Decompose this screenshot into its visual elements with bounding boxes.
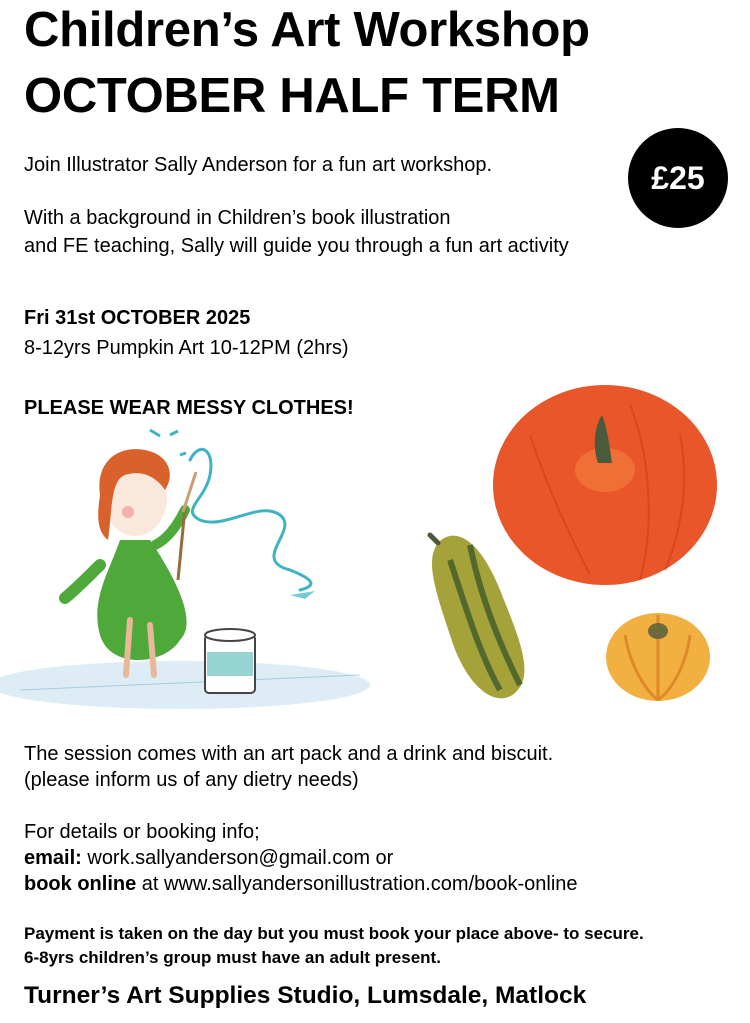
payment-line-2: 6-8yrs children’s group must have an adult present. xyxy=(24,948,441,967)
intro-line-2: With a background in Children’s book illustration xyxy=(24,207,451,229)
girl-painting-illustration xyxy=(0,420,400,720)
email-line xyxy=(24,846,393,870)
event-session: 8-12yrs Pumpkin Art 10-12PM (2hrs) xyxy=(24,337,349,359)
book-online-label: book online xyxy=(24,873,137,895)
book-online-line xyxy=(24,872,578,896)
venue: Turner’s Art Supplies Studio, Lumsdale, Matlock xyxy=(24,982,587,1009)
price-badge xyxy=(628,128,728,228)
book-online-url[interactable]: at www.sallyandersonillustration.com/book-online xyxy=(136,873,578,895)
email-label: email: xyxy=(24,847,82,869)
payment-line-1: Payment is taken on the day but you must book your place above- to secure. xyxy=(24,924,644,943)
event-date: Fri 31st OCTOBER 2025 xyxy=(24,307,251,329)
details-line-1: The session comes with an art pack and a drink and biscuit. xyxy=(24,743,554,765)
title-line-2: OCTOBER HALF TERM xyxy=(24,69,560,123)
intro-line-1: Join Illustrator Sally Anderson for a fun art workshop. xyxy=(24,154,493,176)
messy-clothes-notice: PLEASE WEAR MESSY CLOTHES! xyxy=(24,397,354,419)
intro-line-3: and FE teaching, Sally will guide you through a fun art activity xyxy=(24,235,569,257)
details-line-2: (please inform us of any dietry needs) xyxy=(24,769,359,791)
title-line-1: Children’s Art Workshop xyxy=(24,3,590,57)
pumpkins-illustration xyxy=(420,375,750,725)
details-line-3: For details or booking info; xyxy=(24,821,260,843)
email-value[interactable]: work.sallyanderson@gmail.com or xyxy=(81,847,394,869)
price-text: £25 xyxy=(651,159,705,196)
